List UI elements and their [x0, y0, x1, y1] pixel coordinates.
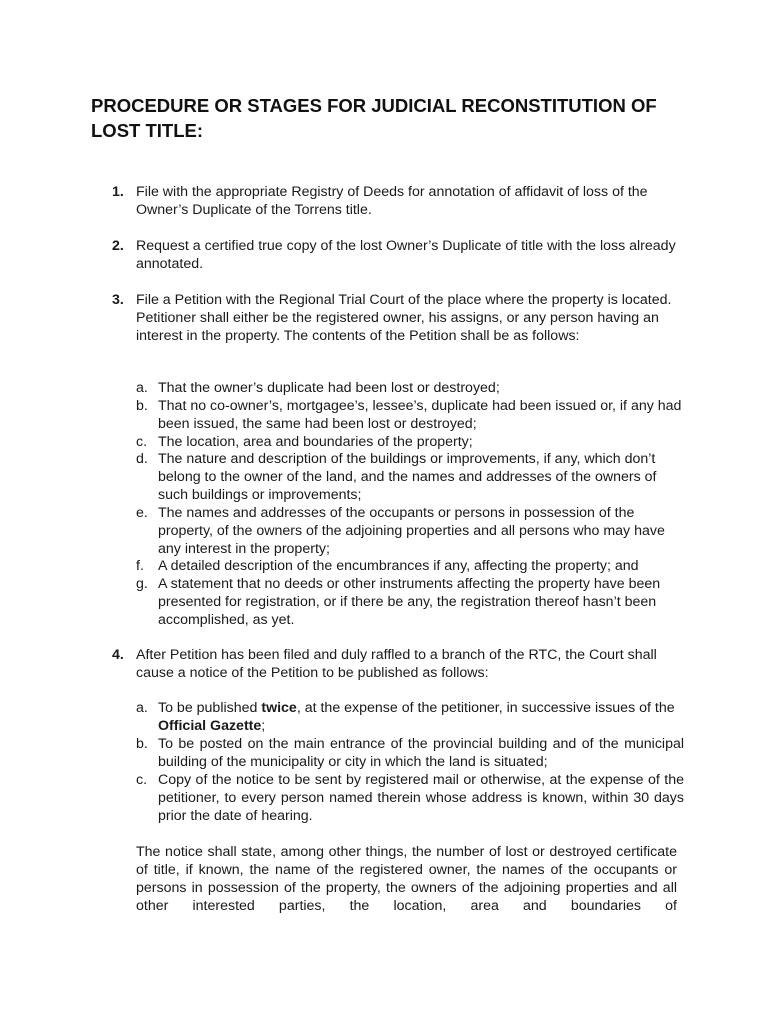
subitem-text: That the owner’s duplicate had been lost or destroyed; [158, 380, 500, 396]
subitem-text: To be posted on the main entrance of the provincial building and of the municipal building of the municipality or city in which the land is situated; [158, 736, 684, 770]
step-text: Request a certified true copy of the lost Owner’s Duplicate of title with the loss already annotated. [136, 238, 676, 272]
subitem-letter: b. [136, 398, 148, 414]
subitem-letter: f. [136, 558, 144, 574]
subitem-text: The nature and description of the buildings or improvements, if any, which don’t belong to the owner of the land, and the names and addresses of the owners of such buildings or improvements; [158, 451, 657, 503]
subitem-text: The names and addresses of the occupants or persons in possession of the property, of the owners of the adjoining properties and all persons who may have any interest in the property; [158, 505, 665, 557]
step-number: 3. [112, 292, 124, 308]
subitem-text: The location, area and boundaries of the property; [158, 434, 473, 450]
emphasis-official-gazette: Official Gazette [158, 718, 262, 734]
subitem-letter: c. [136, 434, 148, 450]
subitem-text-part: To be published [158, 700, 262, 716]
subitem-text: That no co-owner’s, mortgagee’s, lessee’s, duplicate had been issued or, if any had been issued, the same had been lost or destroyed; [158, 398, 682, 432]
subitem-letter: c. [136, 772, 148, 788]
subitem-text [158, 699, 684, 735]
closing-paragraph: The notice shall state, among other things, the number of lost or destroyed certificate of title, if known, the name of the registered owner, the names of the occupants or persons in possession of the property, the owners of the adjoining properties and all other interested parties, the location, area and boundaries of [136, 844, 677, 914]
step-text: File with the appropriate Registry of Deeds for annotation of affidavit of loss of the Owner’s Duplicate of the Torrens title. [136, 184, 648, 218]
subitem-letter: a. [136, 700, 148, 716]
subitem-text: A detailed description of the encumbrances if any, affecting the property; and [158, 558, 639, 574]
subitem-letter: g. [136, 576, 148, 592]
subitem-letter: e. [136, 505, 148, 521]
step-number: 4. [112, 647, 124, 663]
subitem-letter: d. [136, 451, 148, 467]
subitem-text-part: , at the expense of the petitioner, in successive issues of the [296, 700, 675, 716]
step-text: After Petition has been filed and duly raffled to a branch of the RTC, the Court shall cause a notice of the Petition to be published as follows: [136, 647, 657, 681]
subitem-letter: b. [136, 736, 148, 752]
document-title: PROCEDURE OR STAGES FOR JUDICIAL RECONSTITUTION OF LOST TITLE: [91, 95, 657, 141]
subitem-text-part: ; [261, 718, 266, 734]
step-number: 1. [112, 184, 124, 200]
step-text: File a Petition with the Regional Trial Court of the place where the property is located. Petitioner shall either be the registered owner, his assigns, or any person having an interest in the property. The contents of the Petition shall be as follows: [136, 292, 672, 344]
emphasis-twice: twice [261, 700, 297, 716]
step-number: 2. [112, 238, 124, 254]
subitem-text: A statement that no deeds or other instruments affecting the property have been presented for registration, or if there be any, the registration thereof hasn’t been accomplished, as yet. [158, 576, 661, 628]
subitem-text: Copy of the notice to be sent by registered mail or otherwise, at the expense of the petitioner, to every person named therein whose address is known, within 30 days prior the date of hearing. [158, 772, 684, 824]
subitem-letter: a. [136, 380, 148, 396]
